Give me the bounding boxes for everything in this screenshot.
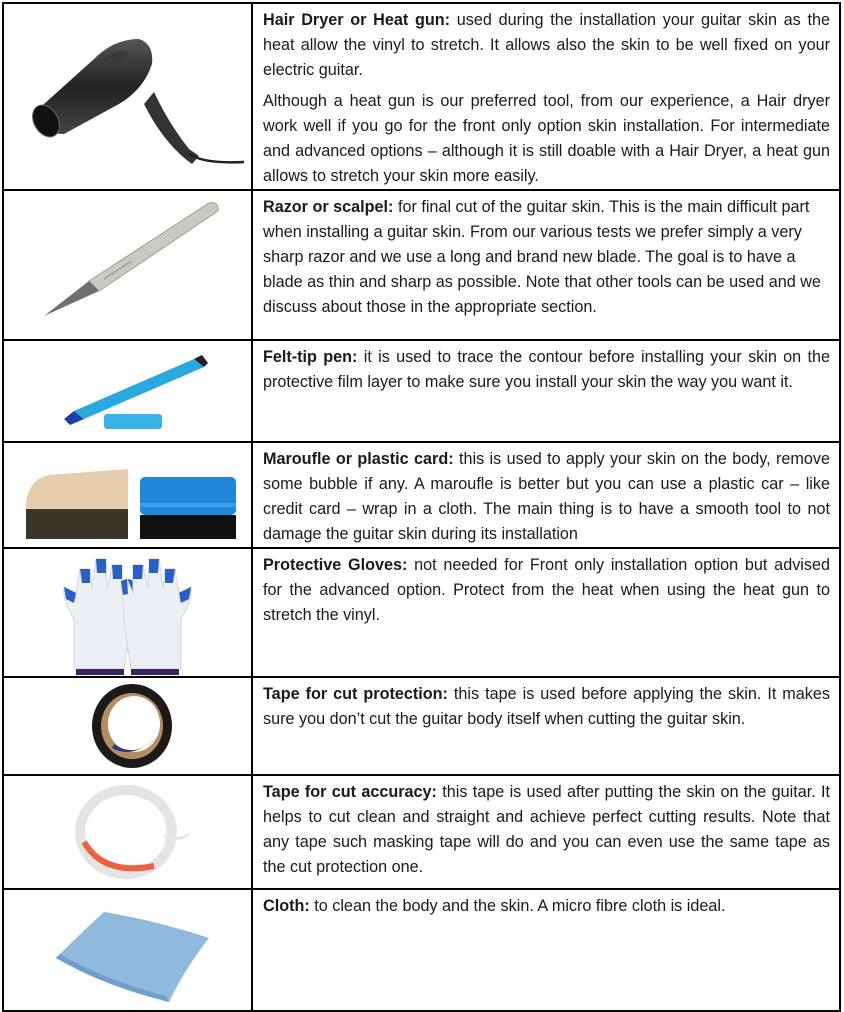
tool-name: Tape for cut protection:	[263, 685, 448, 703]
knifeless-tape-image	[4, 776, 251, 888]
text-cell	[252, 3, 840, 190]
image-cell	[3, 442, 252, 548]
tool-name: Felt-tip pen:	[263, 348, 358, 366]
table-row	[3, 889, 840, 1011]
table-row	[3, 775, 840, 889]
tool-description: this tape is used before applying the skin. It makes sure you don’t cut the guitar body itself when cutting the guitar skin.	[263, 685, 830, 728]
tool-name: Hair Dryer or Heat gun:	[263, 11, 451, 29]
tool-name: Protective Gloves:	[263, 556, 408, 574]
tool-description: used during the installation your guitar skin as the heat allow the vinyl to stretch. It allows also the skin to be well fixed on your electric guitar.	[263, 11, 830, 79]
tool-description: it is used to trace the contour before installing your skin on the protective film layer to make sure you install your skin the way you want it.	[263, 348, 830, 391]
tool-description-extra: Although a heat gun is our preferred tool, from our experience, a Hair dryer work well if you go for the front only option skin installation. For intermediate and advanced options – although it is still doable with a Hair Dryer, a heat gun allows to stretch your skin more easily.	[263, 92, 830, 185]
table-row	[3, 190, 840, 340]
scalpel-image	[4, 191, 251, 339]
text-cell	[252, 190, 840, 340]
table-row	[3, 3, 840, 190]
tool-description: this is used to apply your skin on the body, remove some bubble if any. A maroufle is better but you can use a plastic car – like credit card – wrap in a cloth. The main thing is to have a smooth tool to not damage the guitar skin during its installation	[263, 450, 831, 543]
maroufle-and-card-image	[4, 443, 251, 541]
tool-description: for final cut of the guitar skin. This is the main difficult part when installing a guitar skin. From our various tests we prefer simply a very sharp razor and we use a long and brand new blade. The goal is to have a blade as thin and sharp as possible. Note that other tools can be used and we discuss about those in the appropriate section.	[263, 198, 821, 316]
text-cell	[252, 775, 840, 889]
image-cell	[3, 190, 252, 340]
image-cell	[3, 3, 252, 190]
microfibre-cloth-image	[4, 890, 251, 1010]
text-cell	[252, 340, 840, 442]
image-cell	[3, 677, 252, 775]
tool-description: this tape is used after putting the skin on the guitar. It helps to cut clean and straight and achieve perfect cutting results. Note that any tape such masking tape will do and you can even use the same tape as the cut protection one.	[263, 783, 830, 876]
tool-description: to clean the body and the skin. A micro fibre cloth is ideal.	[309, 897, 726, 915]
tool-description: not needed for Front only installation option but advised for the advanced option. Protect from the heat when using the heat gun to stretch the vinyl.	[263, 556, 830, 624]
tool-name: Razor or scalpel:	[263, 198, 394, 216]
tools-table	[2, 2, 841, 1012]
table-row	[3, 548, 840, 677]
tool-name: Maroufle or plastic card:	[263, 450, 454, 468]
protective-gloves-image	[4, 549, 251, 676]
hair-dryer-image	[4, 4, 251, 186]
text-cell	[252, 677, 840, 775]
text-cell	[252, 442, 840, 548]
image-cell	[3, 548, 252, 677]
image-cell	[3, 340, 252, 442]
tape-roll-image	[4, 678, 251, 774]
image-cell	[3, 889, 252, 1011]
text-cell	[252, 889, 840, 1011]
text-cell	[252, 548, 840, 677]
felt-tip-pen-image	[4, 341, 251, 441]
image-cell	[3, 775, 252, 889]
table-row	[3, 340, 840, 442]
tool-name: Cloth:	[263, 897, 310, 915]
table-row	[3, 442, 840, 548]
tool-name: Tape for cut accuracy:	[263, 783, 437, 801]
table-row	[3, 677, 840, 775]
